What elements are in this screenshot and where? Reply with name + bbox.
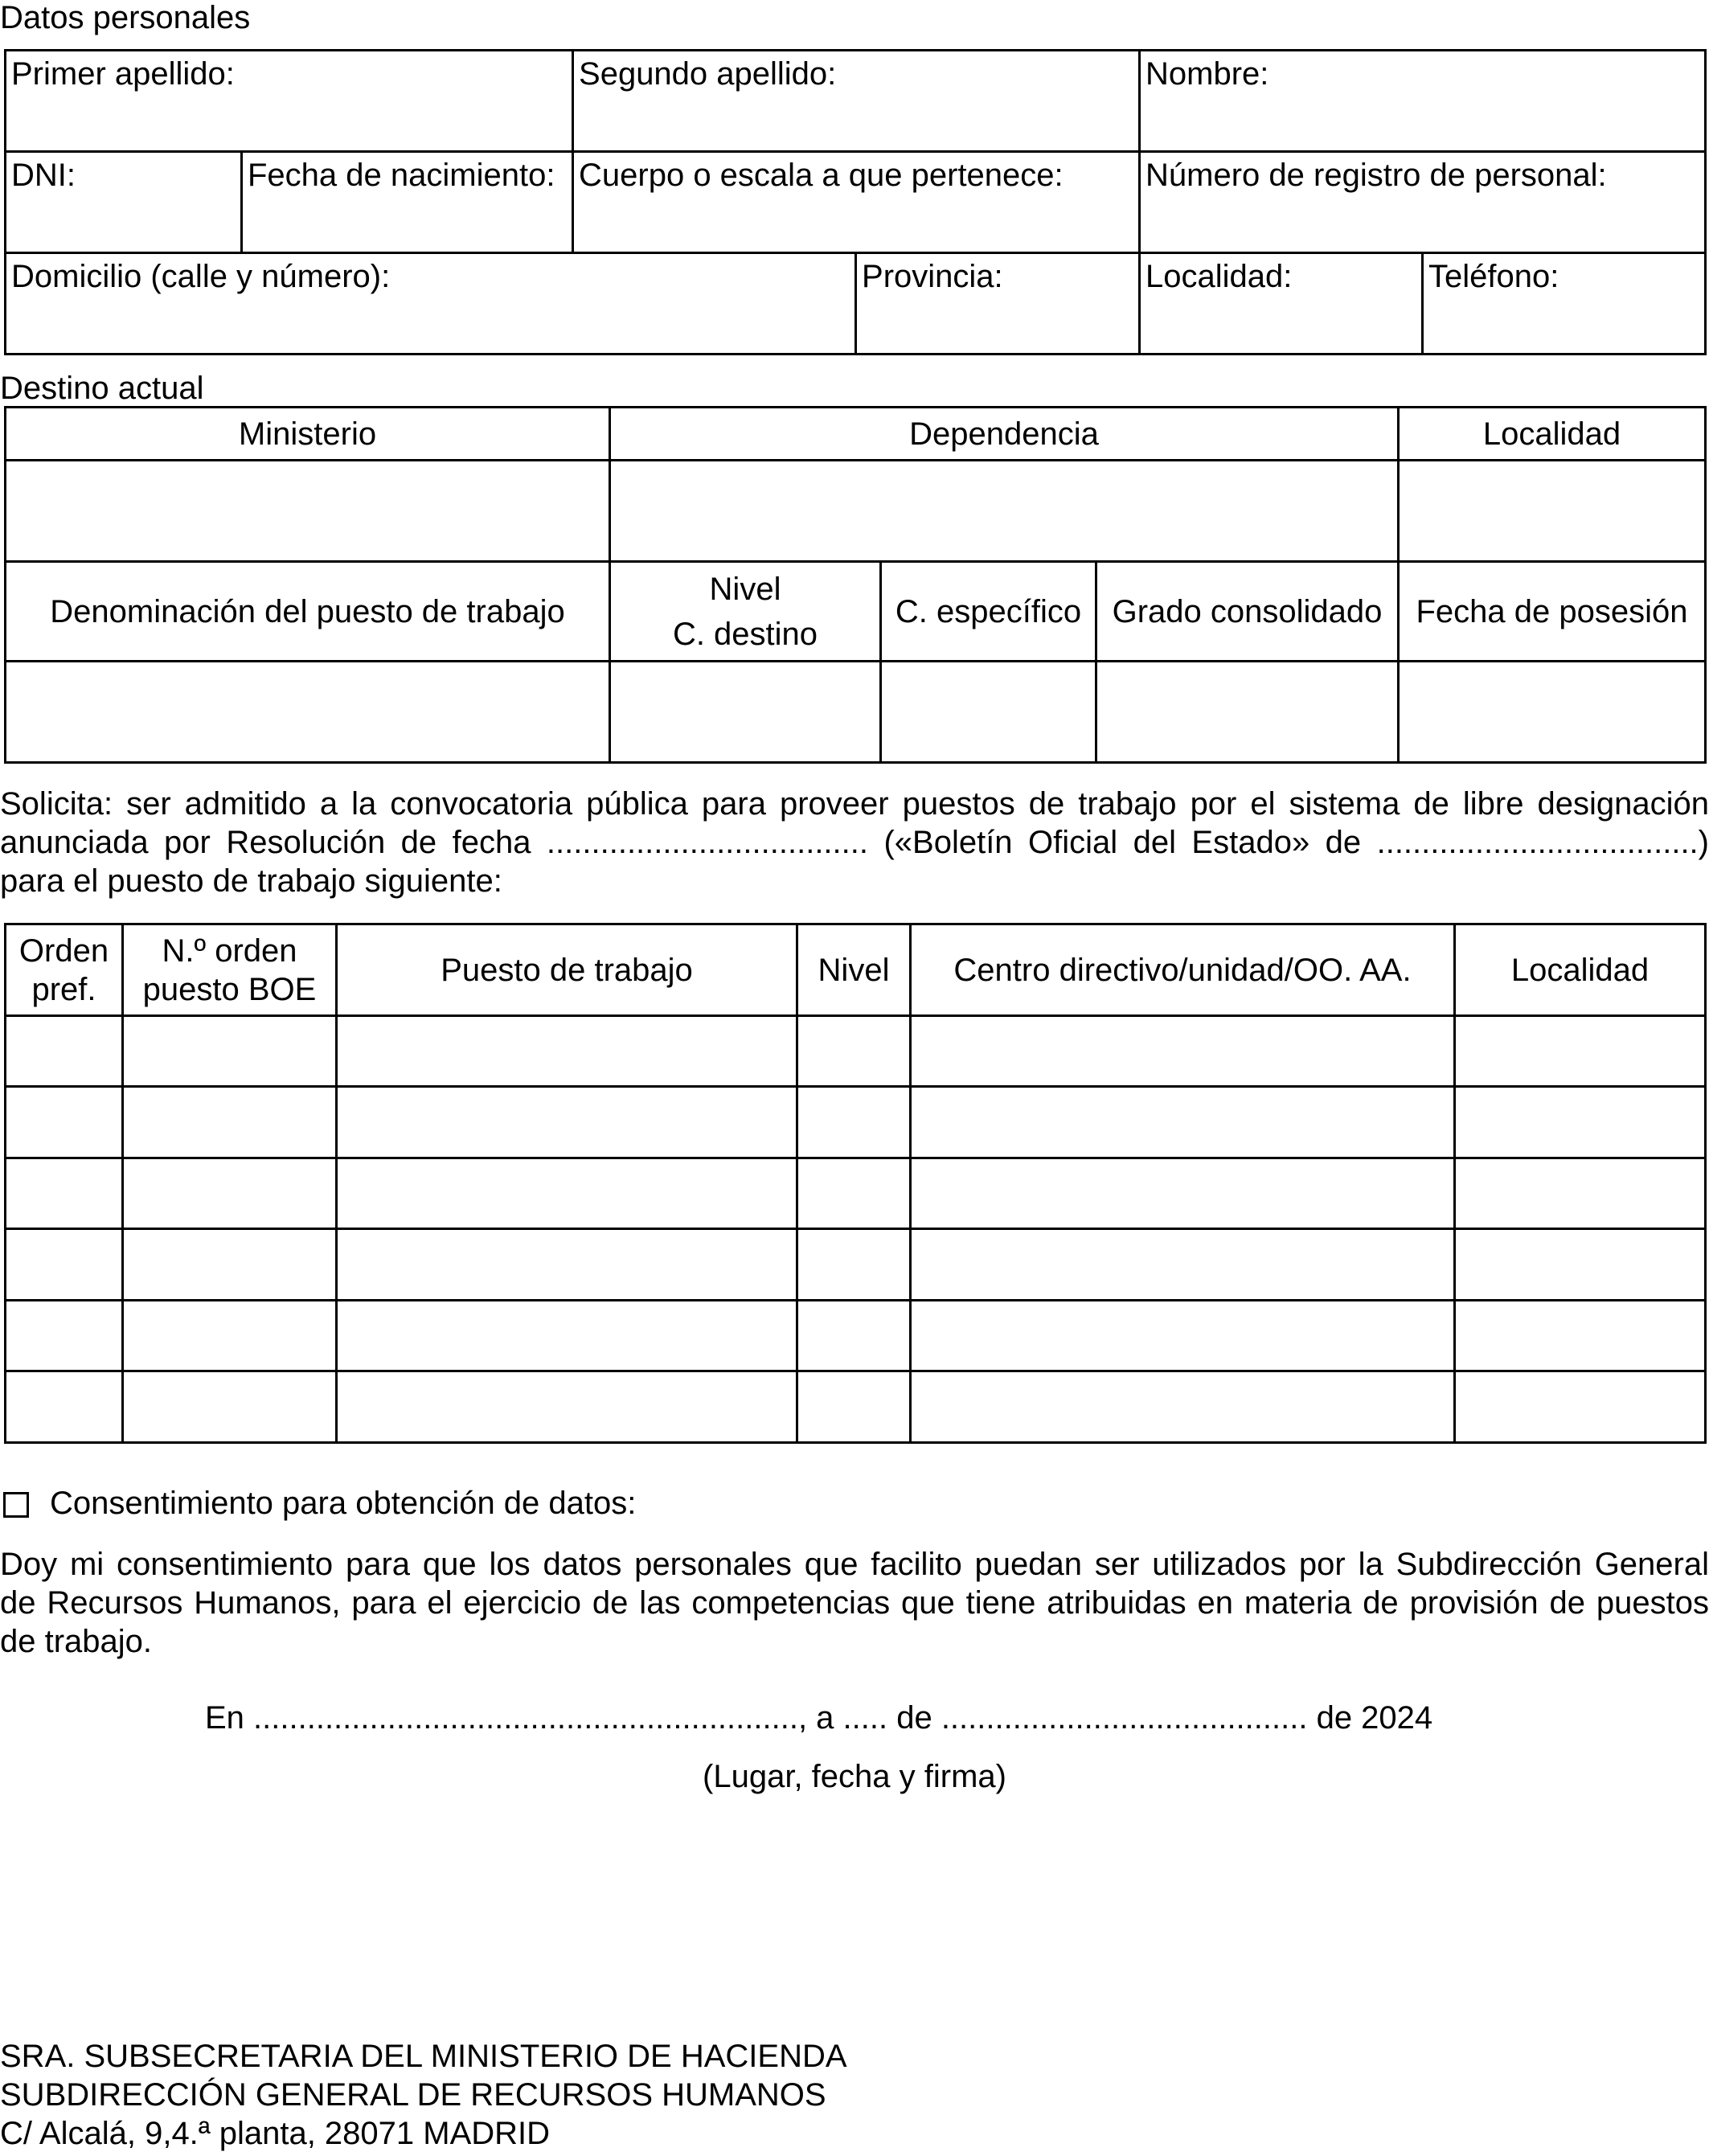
primer-apellido-field[interactable]	[6, 51, 573, 152]
table-cell[interactable]	[123, 1087, 337, 1158]
segundo-apellido-label: Segundo apellido:	[579, 56, 837, 92]
consent-paragraph	[0, 1545, 1709, 1661]
table-cell[interactable]	[123, 1229, 337, 1301]
table-cell[interactable]	[6, 1158, 123, 1229]
fecha-nacimiento-field[interactable]	[242, 152, 573, 253]
table-cell[interactable]	[797, 1158, 911, 1229]
centro-header: Centro directivo/unidad/OO. AA.	[911, 924, 1455, 1016]
place-date-line: En ............................................................., a ..... de ......................................... de 2024	[205, 1700, 1433, 1736]
denominacion-input-cell[interactable]	[6, 662, 610, 763]
table-row	[6, 1016, 1706, 1087]
grado-header: Grado consolidado	[1096, 562, 1399, 662]
section-title-destino-actual: Destino actual	[0, 371, 204, 406]
table-cell[interactable]	[337, 1158, 797, 1229]
table-cell[interactable]	[911, 1229, 1455, 1301]
puestos-table	[4, 923, 1707, 1444]
denominacion-header: Denominación del puesto de trabajo	[6, 562, 610, 662]
table-cell[interactable]	[337, 1229, 797, 1301]
domicilio-field[interactable]	[6, 253, 856, 355]
table-cell[interactable]	[1455, 1371, 1706, 1443]
address-line-3: C/ Alcalá, 9,4.ª planta, 28071 MADRID	[0, 2116, 551, 2151]
nrp-field[interactable]	[1140, 152, 1706, 253]
cuerpo-escala-field[interactable]	[573, 152, 1140, 253]
table-cell[interactable]	[6, 1087, 123, 1158]
provincia-field[interactable]	[856, 253, 1140, 355]
nivel-header-line1: Nivel	[709, 571, 781, 607]
table-cell[interactable]	[123, 1301, 337, 1371]
table-cell[interactable]	[911, 1087, 1455, 1158]
table-cell[interactable]	[337, 1371, 797, 1443]
table-cell[interactable]	[123, 1016, 337, 1087]
domicilio-label: Domicilio (calle y número):	[11, 259, 391, 294]
localidad-input-cell[interactable]	[1399, 461, 1706, 562]
address-line-2: SUBDIRECCIÓN GENERAL DE RECURSOS HUMANOS	[0, 2077, 826, 2113]
nivel-header: Nivel	[797, 924, 911, 1016]
table-cell[interactable]	[911, 1371, 1455, 1443]
table-cell[interactable]	[6, 1016, 123, 1087]
ministerio-input-cell[interactable]	[6, 461, 610, 562]
especifico-input-cell[interactable]	[881, 662, 1096, 763]
puesto-header: Puesto de trabajo	[337, 924, 797, 1016]
dni-field[interactable]	[6, 152, 242, 253]
dependencia-header: Dependencia	[610, 408, 1399, 461]
telefono-label: Teléfono:	[1428, 259, 1559, 294]
segundo-apellido-field[interactable]	[573, 51, 1140, 152]
table-row	[6, 1301, 1706, 1371]
table-cell[interactable]	[797, 1371, 911, 1443]
cuerpo-escala-label: Cuerpo o escala a que pertenece:	[579, 158, 1064, 193]
dni-label: DNI:	[11, 158, 76, 193]
dependencia-input-cell[interactable]	[610, 461, 1399, 562]
nivel-header-line2: C. destino	[672, 616, 818, 652]
table-cell[interactable]	[797, 1016, 911, 1087]
recipient-address	[0, 2037, 847, 2153]
table-row	[6, 1371, 1706, 1443]
table-cell[interactable]	[6, 1301, 123, 1371]
section-title-datos-personales: Datos personales	[0, 0, 251, 35]
nombre-field[interactable]	[1140, 51, 1706, 152]
ministerio-header: Ministerio	[6, 408, 610, 461]
table-cell[interactable]	[337, 1016, 797, 1087]
table-cell[interactable]	[1455, 1301, 1706, 1371]
telefono-field[interactable]	[1423, 253, 1706, 355]
localidad-header: Localidad	[1399, 408, 1706, 461]
consent-checkbox[interactable]	[3, 1492, 29, 1518]
consent-checkbox-label: Consentimiento para obtención de datos:	[50, 1486, 637, 1521]
address-line-1: SRA. SUBSECRETARIA DEL MINISTERIO DE HACIENDA	[0, 2039, 847, 2074]
norden-boe-header	[123, 924, 337, 1016]
orden-pref-header	[6, 924, 123, 1016]
table-row	[6, 1229, 1706, 1301]
table-cell[interactable]	[337, 1301, 797, 1371]
table-cell[interactable]	[1455, 1158, 1706, 1229]
consent-line-1: Doy mi consentimiento para que los datos personales que facilito puedan ser utilizados por la Subdirección General	[0, 1547, 1709, 1582]
table-cell[interactable]	[1455, 1016, 1706, 1087]
localidad-label: Localidad:	[1145, 259, 1293, 294]
grado-input-cell[interactable]	[1096, 662, 1399, 763]
primer-apellido-label: Primer apellido:	[11, 56, 235, 92]
solicita-line-3: para el puesto de trabajo siguiente:	[0, 863, 502, 899]
destino-actual-table	[4, 406, 1707, 764]
consent-line-2: de Recursos Humanos, para el ejercicio de las competencias que tiene atribuidas en materia de provisión de puestos	[0, 1585, 1709, 1621]
orden-header-line2: pref.	[31, 971, 96, 1007]
especifico-header: C. específico	[881, 562, 1096, 662]
table-row	[6, 1158, 1706, 1229]
norden-header-line2: puesto BOE	[142, 971, 317, 1007]
table-row	[6, 1087, 1706, 1158]
norden-header-line1: N.º orden	[162, 932, 297, 969]
table-cell[interactable]	[911, 1016, 1455, 1087]
nivel-destino-header	[610, 562, 881, 662]
fecha-posesion-header: Fecha de posesión	[1399, 562, 1706, 662]
orden-header-line1: Orden	[18, 932, 109, 969]
personal-data-table	[4, 49, 1707, 355]
table-cell[interactable]	[337, 1087, 797, 1158]
table-cell[interactable]	[797, 1229, 911, 1301]
provincia-label: Provincia:	[862, 259, 1003, 294]
solicita-line-2: anunciada por Resolución de fecha .................................... («Boletín Oficial del Estado» de ....................................)	[0, 825, 1709, 860]
table-cell[interactable]	[1455, 1087, 1706, 1158]
nombre-label: Nombre:	[1145, 56, 1269, 92]
localidad-puesto-header: Localidad	[1455, 924, 1706, 1016]
nrp-label: Número de registro de personal:	[1145, 158, 1607, 193]
solicita-paragraph	[0, 785, 1709, 900]
fecha-nacimiento-label: Fecha de nacimiento:	[248, 158, 555, 193]
nivel-input-cell[interactable]	[610, 662, 881, 763]
table-cell[interactable]	[123, 1371, 337, 1443]
consent-line-3: de trabajo.	[0, 1624, 153, 1659]
signature-caption: (Lugar, fecha y firma)	[703, 1759, 1006, 1794]
table-cell[interactable]	[911, 1158, 1455, 1229]
localidad-field[interactable]	[1140, 253, 1423, 355]
table-cell[interactable]	[911, 1301, 1455, 1371]
table-cell[interactable]	[123, 1158, 337, 1229]
table-cell[interactable]	[6, 1229, 123, 1301]
table-cell[interactable]	[797, 1301, 911, 1371]
table-cell[interactable]	[1455, 1229, 1706, 1301]
table-cell[interactable]	[797, 1087, 911, 1158]
fecha-posesion-input-cell[interactable]	[1399, 662, 1706, 763]
solicita-line-1: Solicita: ser admitido a la convocatoria pública para proveer puestos de trabajo por el sistema de libre designación	[0, 786, 1709, 822]
table-cell[interactable]	[6, 1371, 123, 1443]
